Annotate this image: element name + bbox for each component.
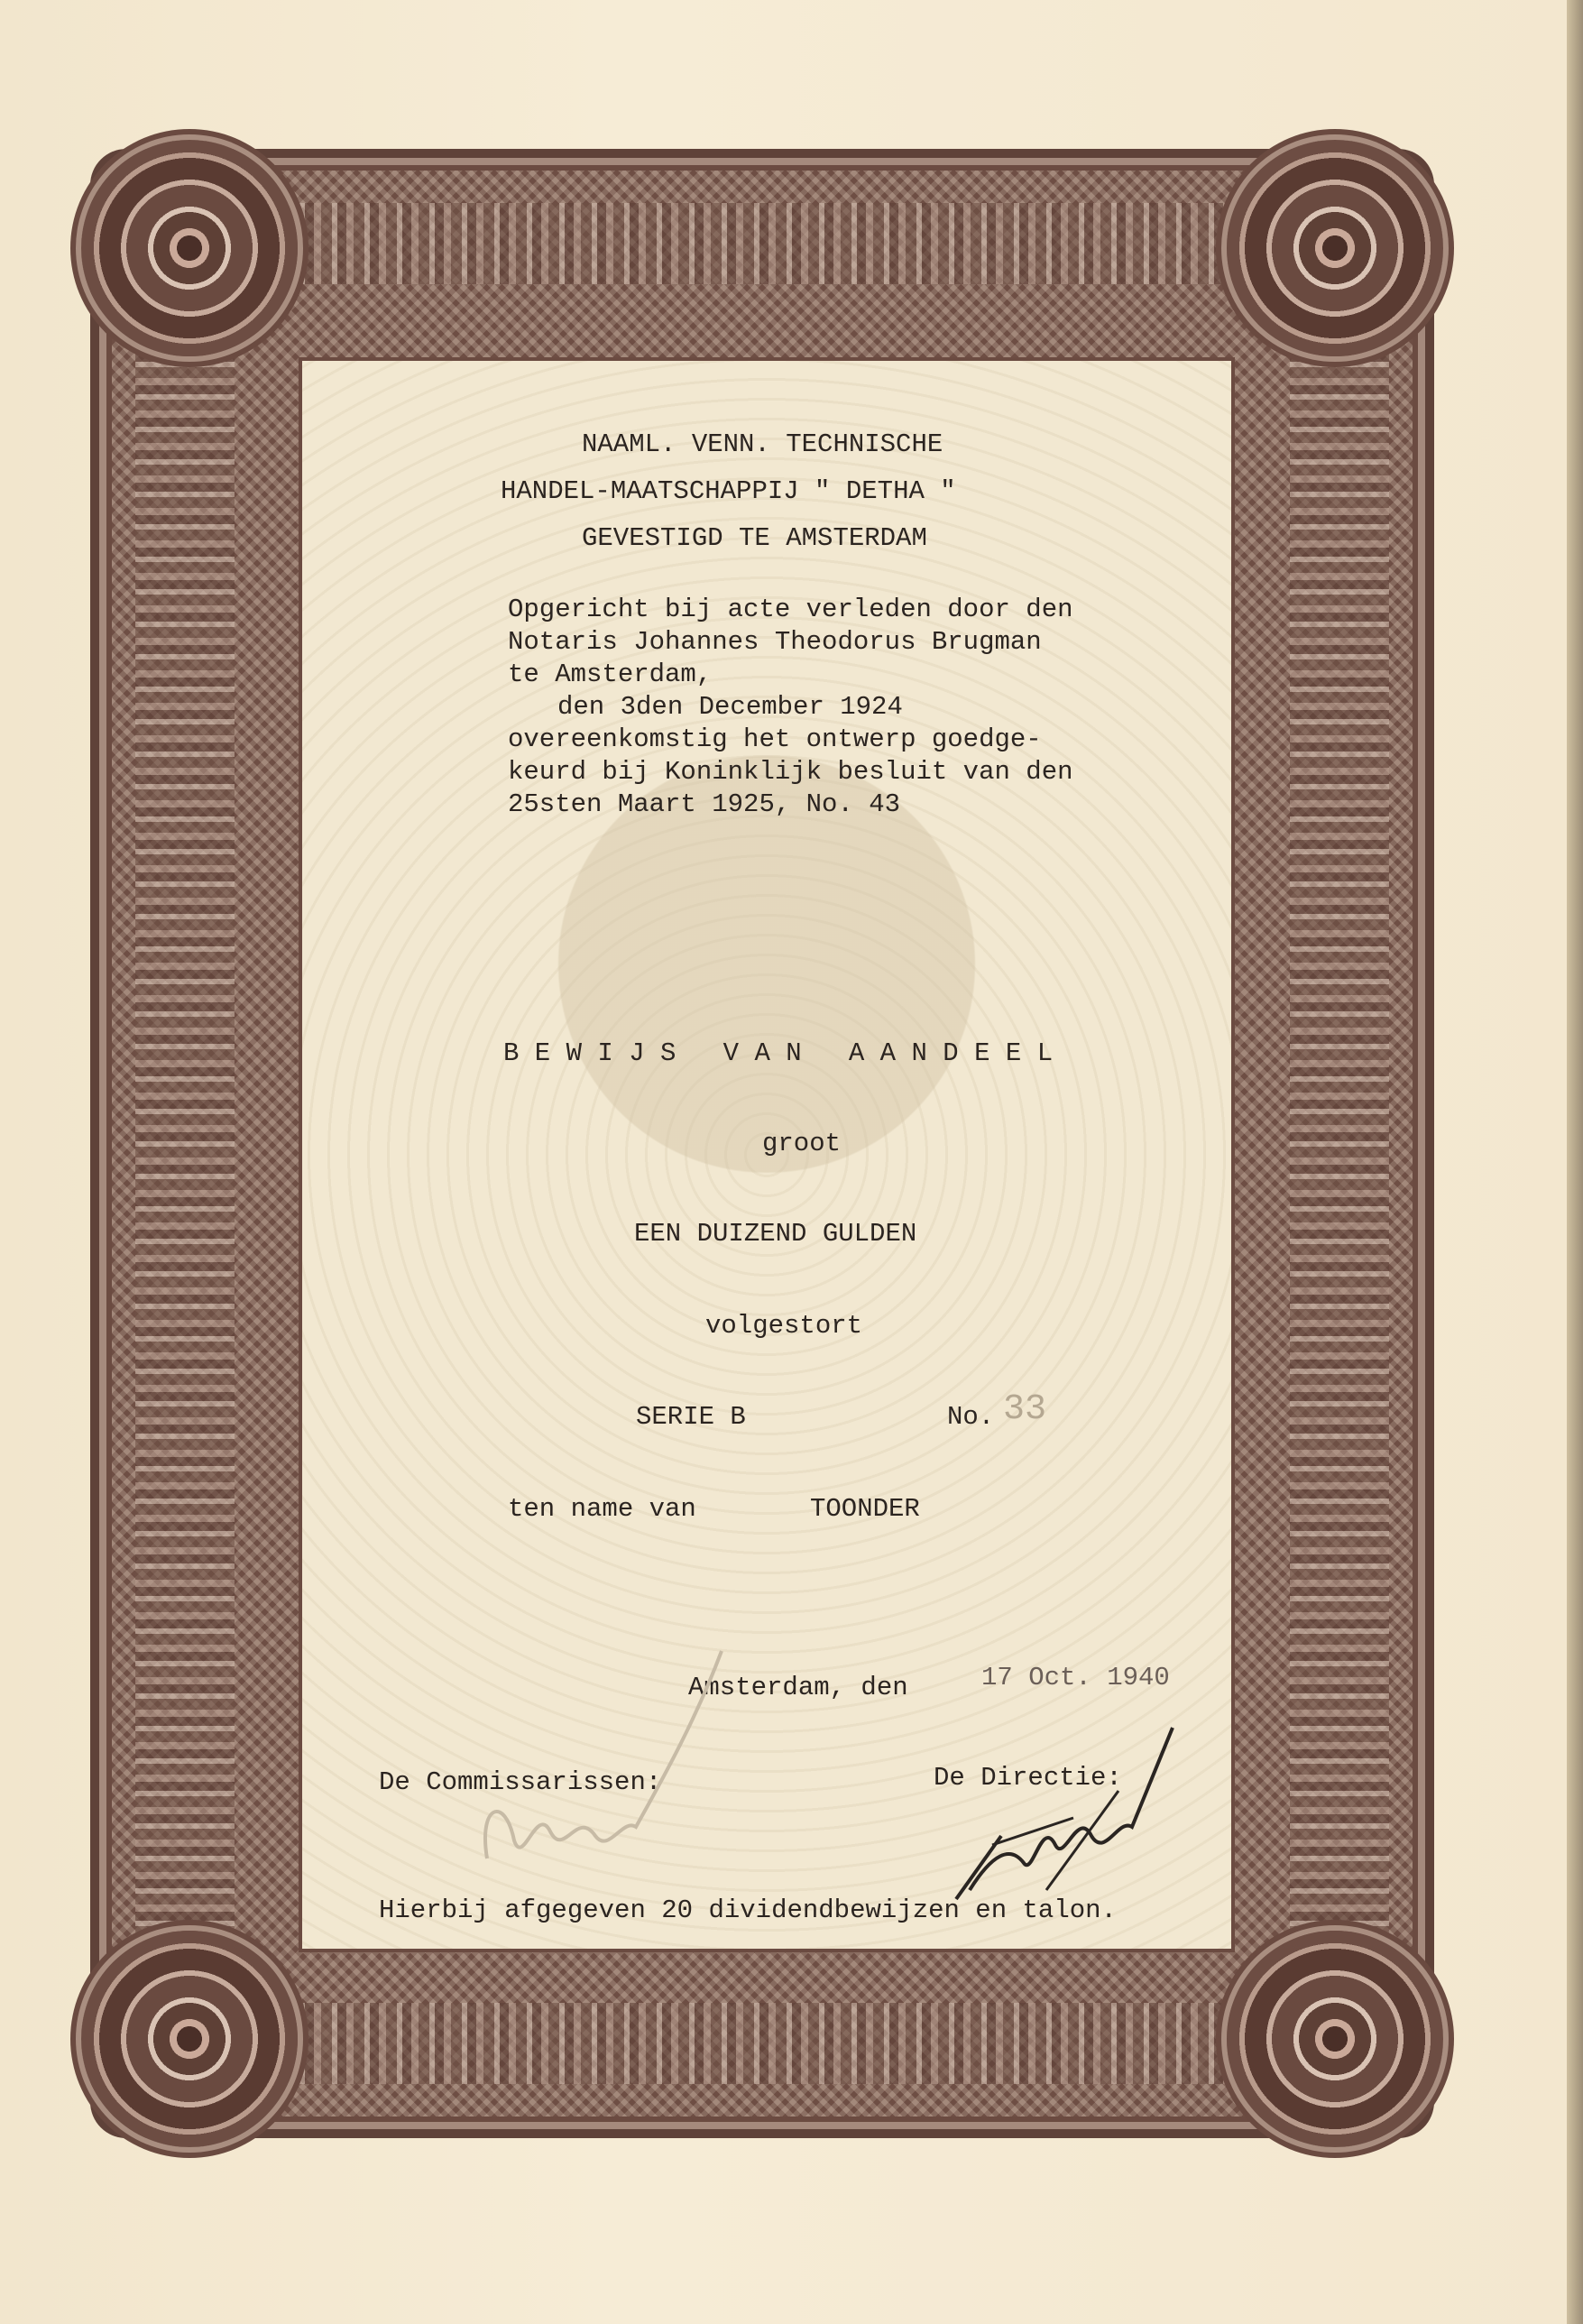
footer-note: Hierbij afgegeven 20 dividendbewijzen en talon.	[379, 1895, 1117, 1925]
director-signature	[938, 1710, 1191, 1917]
certificate-title: B E W I J S V A N A A N D E E L	[503, 1038, 1054, 1068]
commissioner-signature	[451, 1624, 740, 1913]
founding-line-4: den 3den December 1924	[557, 692, 903, 722]
founding-line-2: Notaris Johannes Theodorus Brugman	[508, 627, 1042, 657]
founding-line-7: 25sten Maart 1925, No. 43	[508, 789, 901, 819]
corner-rosette-bottom-left	[81, 1931, 298, 2147]
border-band-bottom	[207, 2003, 1317, 2084]
number-label: No.	[947, 1402, 995, 1432]
corner-rosette-top-left	[81, 140, 298, 356]
bearer-name: TOONDER	[810, 1494, 920, 1524]
founding-line-1: Opgericht bij acte verleden door den	[508, 595, 1073, 624]
commissarissen-label: De Commissarissen:	[379, 1767, 662, 1797]
date-stamp: 17 Oct. 1940	[981, 1663, 1170, 1692]
corner-rosette-bottom-right	[1227, 1931, 1443, 2147]
border-band-top	[207, 203, 1317, 284]
name-label: ten name van	[508, 1494, 696, 1524]
directie-label: De Directie:	[934, 1763, 1122, 1793]
groot-label: groot	[762, 1129, 842, 1158]
border-band-left	[135, 329, 235, 1953]
company-line-2: HANDEL-MAATSCHAPPIJ " DETHA "	[501, 476, 956, 506]
company-line-3: GEVESTIGD TE AMSTERDAM	[582, 523, 927, 553]
certificate-number: 33	[1003, 1389, 1047, 1430]
serie-label: SERIE B	[636, 1402, 746, 1432]
date-place: Amsterdam, den	[688, 1673, 908, 1702]
founding-line-5: overeenkomstig het ontwerp goedge-	[508, 724, 1042, 754]
paper-edge	[1567, 0, 1583, 2324]
share-amount: EEN DUIZEND GULDEN	[634, 1219, 917, 1249]
paid-status: volgestort	[705, 1311, 863, 1341]
founding-line-6: keurd bij Koninklijk besluit van den	[508, 757, 1073, 787]
company-line-1: NAAML. VENN. TECHNISCHE	[582, 429, 943, 459]
corner-rosette-top-right	[1227, 140, 1443, 356]
border-band-right	[1290, 329, 1389, 1953]
founding-line-3: te Amsterdam,	[508, 659, 713, 689]
